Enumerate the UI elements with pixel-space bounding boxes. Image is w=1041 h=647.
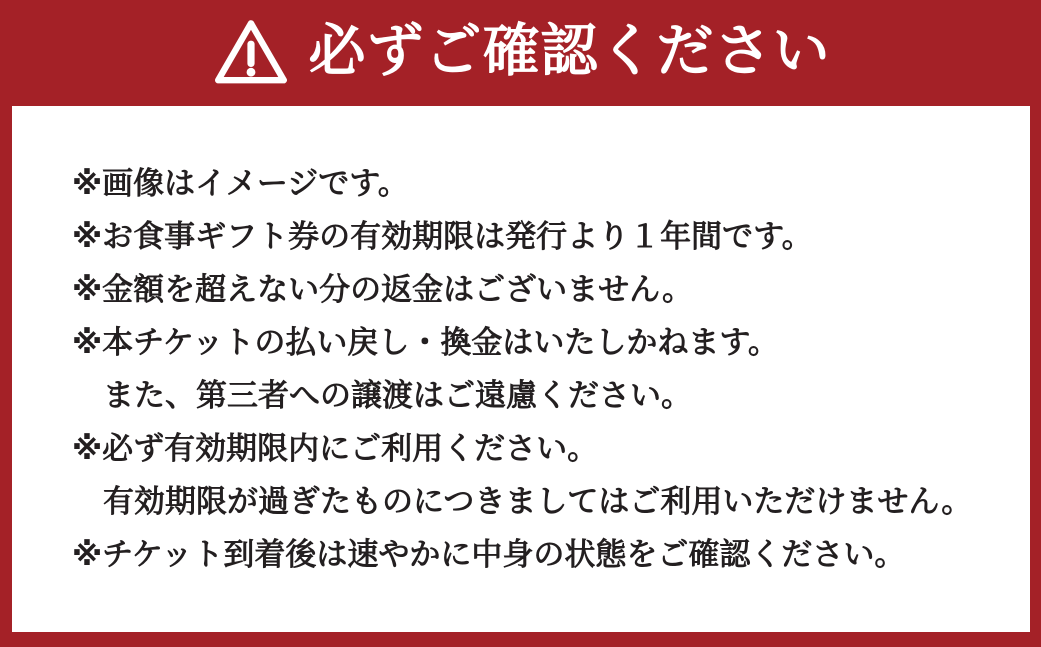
notice-panel (12, 106, 1030, 632)
warning-banner (0, 0, 1041, 106)
notice-line: ※チケット到着後は速やかに中身の状態をご確認ください。 (72, 537, 906, 572)
notice-line: ※必ず有効期限内にご利用ください。 (72, 431, 599, 466)
notice-line: ※画像はイメージです。 (72, 166, 409, 201)
notice-line: ※本チケットの払い戻し・換金はいたしかねます。 (72, 325, 779, 360)
notice-line: ※金額を超えない分の返金はございません。 (72, 272, 693, 307)
notice-line: ※お食事ギフト券の有効期限は発行より１年間です。 (72, 219, 813, 254)
banner-title: 必ずご確認ください (308, 18, 831, 83)
warning-triangle-icon (211, 17, 291, 89)
notice-line-continuation: また、第三者への譲渡はご遠慮ください。 (103, 378, 692, 413)
notice-line-continuation: 有効期限が過ぎたものにつきましてはご利用いただけません。 (103, 484, 973, 519)
